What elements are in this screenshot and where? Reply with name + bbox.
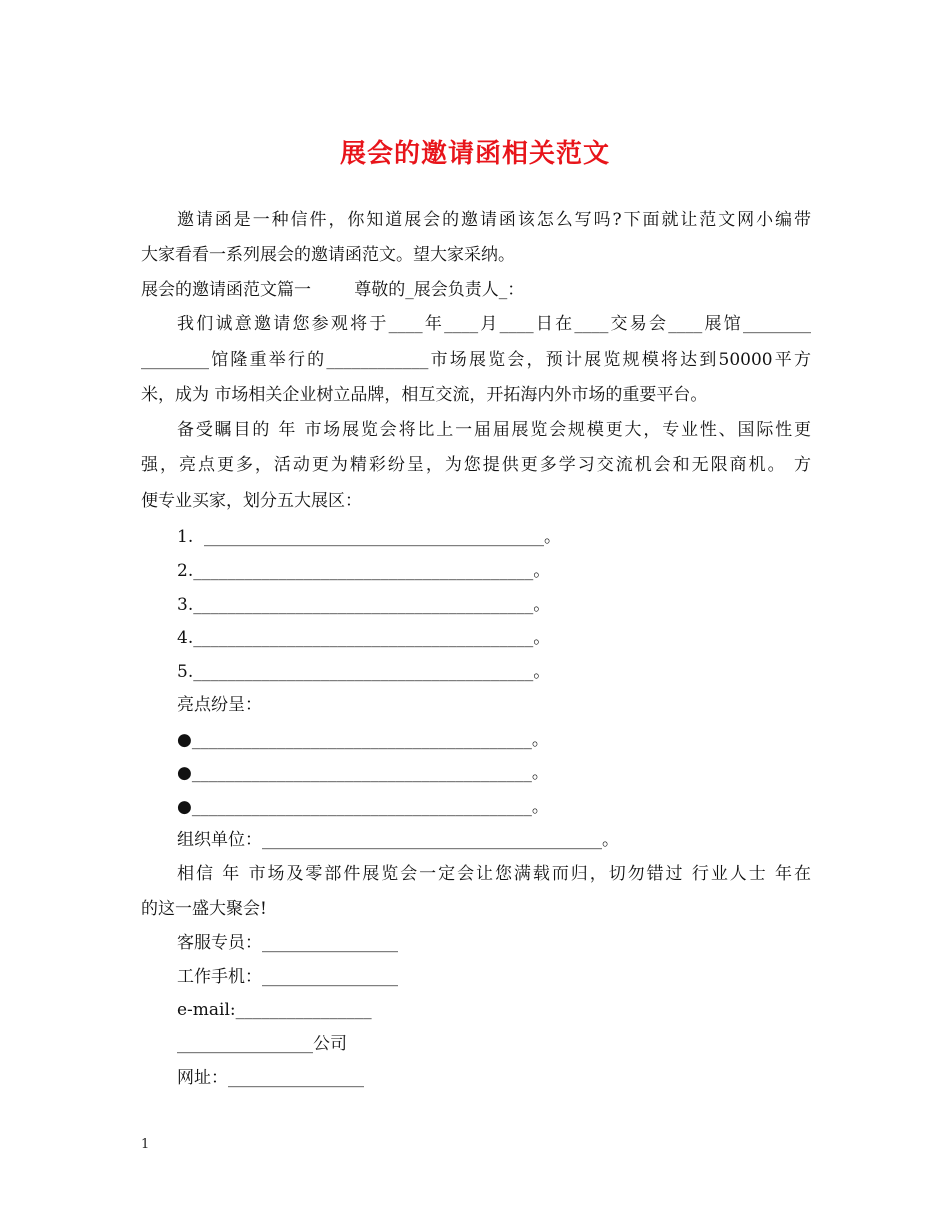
- zone-item: 2.________________________________________。: [177, 561, 551, 581]
- zone-item: 3.________________________________________。: [177, 595, 551, 615]
- paragraph-line: 米，成为 市场相关企业树立品牌，相互交流，开拓海内外市场的重要平台。: [141, 385, 708, 405]
- paragraph-line: 的这一盛大聚会!: [141, 899, 267, 919]
- contact-line: 网址：________________: [177, 1068, 364, 1088]
- highlight-item: ●________________________________________。: [177, 730, 549, 750]
- zone-item: 4.________________________________________。: [177, 628, 551, 648]
- highlight-item: ●________________________________________。: [177, 797, 549, 817]
- document-title: 展会的邀请函相关范文: [339, 139, 610, 169]
- zone-item: 5.________________________________________。: [177, 662, 551, 682]
- contact-line: 工作手机：________________: [177, 967, 398, 987]
- paragraph-line: 相信 年 市场及零部件展览会一定会让您满载而归，切勿错过 行业人士 年在: [177, 864, 811, 884]
- paragraph-line: 我们诚意邀请您参观将于____年____月____日在____交易会____展馆________: [177, 314, 811, 334]
- paragraph-line: 大家看看一系列展会的邀请函范文。望大家采纳。: [141, 245, 515, 265]
- highlights-heading: 亮点纷呈：: [177, 695, 262, 715]
- organizer-line: 组织单位：________________________________________。: [177, 830, 619, 850]
- contact-line: ________________公司: [177, 1034, 347, 1054]
- paragraph-line: 备受瞩目的 年 市场展览会将比上一届届展览会规模更大，专业性、国际性更: [177, 420, 811, 440]
- paragraph-line: ________馆隆重举行的____________市场展览会，预计展览规模将达到50000平方: [141, 350, 811, 370]
- paragraph-line: 展会的邀请函范文篇一 尊敬的_展会负责人_：: [141, 280, 525, 300]
- paragraph-line: 强，亮点更多，活动更为精彩纷呈，为您提供更多学习交流机会和无限商机。 方: [141, 455, 811, 475]
- highlight-item: ●________________________________________。: [177, 763, 549, 783]
- page-number: 1: [141, 1137, 150, 1152]
- contact-line: e-mail:________________: [177, 1000, 372, 1020]
- paragraph-line: 邀请函是一种信件，你知道展会的邀请函该怎么写吗?下面就让范文网小编带: [177, 210, 811, 230]
- contact-line: 客服专员：________________: [177, 933, 398, 953]
- zone-item: 1. ________________________________________。: [177, 527, 562, 547]
- paragraph-line: 便专业买家，划分五大展区：: [141, 491, 362, 511]
